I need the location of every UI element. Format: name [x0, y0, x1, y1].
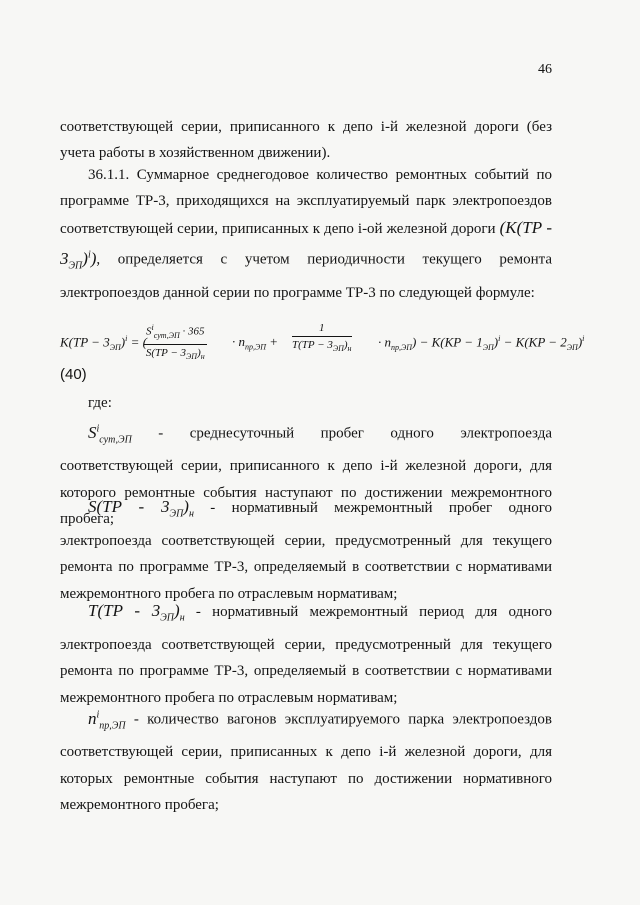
where-label: где: — [88, 395, 112, 411]
paragraph-text: 36.1.1. Суммарное среднегодовое количество ремонтных событий по программе ТР-3, приходящихся на эксплуатируемый парк электропоездов соответствующей серии, приписанных к депо i-ой железной дороги — [60, 167, 552, 237]
formula-lhs: $K(TP - 3_{ЭП})^i$ = ( — [60, 334, 147, 352]
symbol-s-tr3: $S(TP - 3_{ЭП})_н$ — [88, 497, 194, 520]
definition-s-tr3: $S(TP - 3_{ЭП})_н$ - нормативный межремонтный пробег одного электропоезда соответствующей серии, предусмотренный для текущего ремонта по программе ТР-3, определяемый в соответствии с нормативами межремонтного пробега по отраслевым нормативам; — [60, 497, 552, 602]
formula-40 — [60, 320, 620, 360]
paragraph-text: соответствующей серии, приписанного к депо i-й железной дороги (без учета работы в хозяйственном движении). — [60, 119, 552, 162]
paragraph-tail-text: , определяется с учетом периодичности текущего ремонта электропоездов данной серии по программе ТР-3 по следующей формуле: — [60, 251, 552, 301]
definition-t-tr3: $T(TP - 3_{ЭП})_н$ - нормативный межремонтный период для одного электропоезда соответствующей серии, предусмотренный для текущего ремонта по программе ТР-3, определяемый в соответствии с нормативами межремонтного пробега по отраслевым нормативам; — [60, 601, 552, 706]
formula-rest: · $n_{пр,ЭП}) - K(KP - 1_{ЭП})^i - K(KP - 2_{ЭП})^i$ — [378, 334, 585, 352]
symbol-t-tr3: $T(TP - 3_{ЭП})_н$ — [88, 601, 185, 624]
symbol-s-sut: $S^i_{сут,ЭП}$ — [88, 422, 132, 446]
symbol-n-pr: $n^i_{пр,ЭП}$ — [88, 708, 126, 732]
equation-number: (40) — [60, 366, 87, 383]
fraction-period: 1 $T(TP - 3_{ЭП})_н$ — [292, 322, 352, 354]
paragraph-36-1-1 — [60, 162, 552, 306]
fraction-mileage: $S^i_{сут,ЭП} \cdot 365$ $S(TP - 3_{ЭП})_н$ — [144, 320, 207, 365]
definition-s-sut: $S^i_{сут,ЭП}$ - среднесуточный пробег одного электропоезда соответствующей серии, приписанного к депо i-й железной дороги, для которого ремонтные события наступают по достижении межремонтного пробега; — [60, 422, 552, 528]
paragraph-continuation — [60, 114, 552, 167]
definition-n-pr: $n^i_{пр,ЭП}$ - количество вагонов эксплуатируемого парка электропоездов соответствующей серии, приписанных к депо i-й железной дороги, для которых ремонтные события наступают по достижении нормативного межремонтного пробега; — [60, 708, 552, 814]
formula-mult1: · $n_{пр,ЭП}$ + — [232, 334, 279, 352]
inline-formula-k-tr3: $(K(TP - 3_{ЭП})^i)$ — [60, 217, 553, 272]
page-number: 46 — [538, 62, 552, 77]
